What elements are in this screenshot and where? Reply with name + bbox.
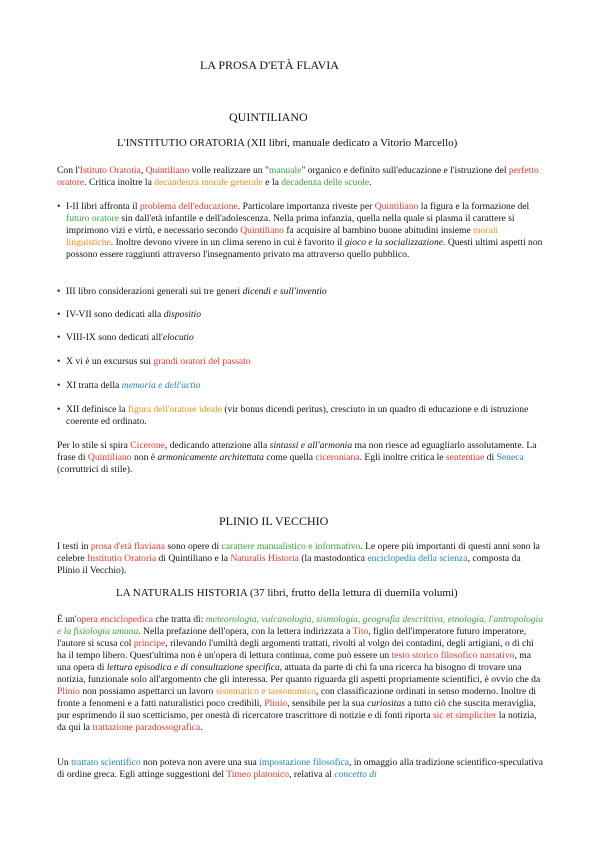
text-run: (corruttrici di stile).: [57, 464, 133, 475]
text-run: sintassi e all'armonia: [269, 440, 353, 451]
text-run: Con l': [57, 165, 80, 176]
text-run: , figlio dell'imperatore futuro imperatore, l'autore si scusa col: [57, 626, 527, 649]
text-run: dicendi e sull'inventio: [242, 286, 327, 297]
bullet-dot: •: [57, 309, 61, 320]
text-run: dispositio: [163, 309, 202, 320]
text-run: elocutio: [162, 332, 194, 343]
text-run: (vir bonus dicendi peritus), cresciuto in un quadro di educazione e di istruzione coerente ed ordinato.: [66, 404, 529, 427]
highlighted-text: problema dell'educazione: [139, 201, 238, 212]
text-run: .: [200, 722, 203, 733]
text-run: III libro considerazioni generali sui tre generi: [66, 286, 243, 297]
text-run: Un: [57, 757, 72, 768]
text-run: , rilevando l'umiltà degli argomenti trattati, rivolti al volgo dei contadini, degli artigiani, o di chi ha il tempo libero. Quest'ultima non è un'opera di lettura continua, come può essere un: [57, 638, 534, 661]
text-run: , relativa al: [289, 769, 335, 780]
text-run: XII definisce la: [66, 404, 129, 415]
text-run: , composta da Plinio il Vecchio).: [57, 553, 521, 576]
highlighted-text: principe: [133, 638, 166, 649]
text-run: IV-VII sono dedicati alla: [66, 309, 164, 320]
text-run: ,: [140, 165, 146, 176]
highlighted-text: Quintiliano: [374, 201, 419, 212]
highlighted-text: meteorologia, vulcanologia, sismologia, geografia descrittiva, etnologia, l'antropologia e la fisiologia umana: [57, 614, 544, 637]
highlighted-text: Quintiliano: [240, 225, 284, 236]
text-run: " organico e definito sull'educazione e l'istruzione del: [301, 165, 509, 176]
highlighted-text: enciclopedia della scienza: [367, 553, 468, 564]
bullet-text: [66, 332, 545, 344]
bullet-dot: •: [57, 201, 61, 212]
text-run: come quella: [263, 452, 316, 463]
text-run: , dedicando attenzione alla: [164, 440, 270, 451]
highlighted-text: Plinio: [57, 686, 80, 697]
text-run: , sensibile per la sua: [287, 698, 368, 709]
text-run: gioco e la socializzazione: [344, 237, 444, 248]
text-run: . Le opere più importanti di questi anni sono la celebre: [57, 541, 540, 564]
document-title: LA PROSA D'ETÀ FLAVIA: [200, 58, 339, 72]
highlighted-text: Quintiliano: [145, 165, 190, 176]
highlighted-text: Naturalis Historia: [230, 553, 299, 564]
bullet-text: [66, 309, 545, 321]
highlighted-text: figura dell'oratore ideale: [128, 404, 222, 415]
highlighted-text: Seneca: [496, 452, 524, 463]
highlighted-text: carattere manualistico e informativo: [221, 541, 361, 552]
highlighted-text: sistematico e tassonomico: [215, 686, 317, 697]
paragraph-naturalis-historia: [57, 614, 545, 734]
paragraph-plinio-closing: [57, 757, 545, 781]
highlighted-text: testo storico filosofico narrativo: [391, 650, 515, 661]
highlighted-text: perfetto oratore: [57, 165, 539, 188]
text-run: I testi in: [57, 541, 91, 552]
highlighted-text: trattazione paradossografica: [92, 722, 201, 733]
text-run: di Quintiliano e la: [156, 553, 231, 564]
highlighted-text: decandenza morale generale: [154, 177, 263, 188]
text-run: VIII-IX sono dedicati all': [66, 332, 163, 343]
text-run: I-II libri affronta il: [66, 201, 140, 212]
bullet-dot: •: [57, 404, 61, 415]
paragraph-quintiliano-style: [57, 440, 545, 476]
paragraph-plinio-intro: [57, 541, 545, 577]
bullet-text: [66, 286, 545, 298]
text-run: . Critica inoltre la: [84, 177, 155, 188]
text-run: (la mastodontica: [298, 553, 368, 564]
text-run: armonicamente architettata: [157, 452, 264, 463]
highlighted-text: Cicerone: [130, 440, 165, 451]
section-heading-quintiliano: QUINTILIANO: [229, 110, 308, 124]
highlighted-text: ciceroniana: [315, 452, 360, 463]
paragraph-quintiliano-intro: [57, 165, 545, 189]
text-run: X vi è un excursus sui: [66, 356, 154, 367]
highlighted-text: opera enciclopedica: [76, 614, 154, 625]
text-run: sin dall'età infantile e dell'adolescenza. Nella prima infanzia, quella nella quale si plasma il carattere si imprimono vizi e virtù, e necessario secondo: [66, 213, 515, 236]
highlighted-text: morali linguistiche: [66, 225, 499, 248]
highlighted-text: grandi oratori del passato: [153, 356, 251, 367]
highlighted-text: prosa d'età flaviana: [90, 541, 166, 552]
subheading-institutio: L'INSTITUTIO ORATORIA (XII libri, manuale dedicato a Vitorio Marcello): [117, 137, 458, 149]
bullet-dot: •: [57, 380, 61, 391]
text-run: fa acquisire al bambino buone abitudini insieme: [283, 225, 474, 236]
text-run: XI tratta della: [66, 380, 122, 391]
highlighted-text: memoria e dell'actio: [121, 380, 201, 391]
text-run: , attuata da parte di chi fa una ricerca ha bisogno di trovare una notizia, funzionale solo all'argomento che gli interessa. Per quanto riguarda gli aspetti propriamente scientifici, è ovvio che da: [57, 662, 541, 685]
highlighted-text: futuro oratore: [66, 213, 120, 224]
text-run: che tratta di:: [153, 614, 206, 625]
text-run: non poteva non avere una sua: [140, 757, 260, 768]
highlighted-text: Quintiliano: [87, 452, 132, 463]
highlighted-text: decadenza delle scuole: [281, 177, 370, 188]
text-run: di: [484, 452, 497, 463]
bullet-dot: •: [57, 286, 61, 297]
bullet-dot: •: [57, 332, 61, 343]
text-run: non possiamo aspettarci un lavoro: [79, 686, 216, 697]
bullet-text: [66, 380, 545, 392]
text-run: a tutto ciò che suscita meraviglia, pur esprimendo il suo scetticismo, per onestà di ricercatore trascrittore di notizie e di fonti riporta: [57, 698, 536, 721]
text-run: ma non riesce ad eguagliarlo assolutamente. La frase di: [57, 440, 537, 463]
bullet-text: [66, 201, 545, 261]
text-run: , ma una opera di: [57, 650, 531, 673]
highlighted-text: concetto di: [334, 769, 377, 780]
section-heading-plinio: PLINIO IL VECCHIO: [219, 514, 329, 528]
text-run: la figura e la formazione del: [418, 201, 530, 212]
highlighted-text: Plinio: [264, 698, 288, 709]
text-run: e la: [262, 177, 282, 188]
text-run: la notizia, da qui la: [57, 710, 537, 733]
text-run: È un': [57, 614, 77, 625]
highlighted-text: trattato scientifico: [71, 757, 141, 768]
text-run: . Questi ultimi aspetti non possono essere raggiunti attraverso l'insegnamento privato ma attraverso quello pubblico.: [66, 237, 543, 260]
highlighted-text: Institutio Oratoria: [87, 553, 157, 564]
text-run: . Nella prefazione dell'opera, con la lettera indirizzata a: [138, 626, 353, 637]
highlighted-text: manuale: [268, 165, 302, 176]
text-run: , in omaggio alla tradizione scientifico-speculativa di ordine greca. Egli attinge suggestioni del: [57, 757, 543, 780]
text-run: . Egli inoltre critica le: [359, 452, 446, 463]
highlighted-text: impostazione filosofica: [259, 757, 350, 768]
highlighted-text: Istituto Oratotia: [79, 165, 141, 176]
text-run: lettura episodica e di consultazione specifica: [106, 662, 280, 673]
text-run: sono opere di: [165, 541, 222, 552]
text-run: . Inoltre devono vivere in un clima sereno in cui è favorito il: [110, 237, 345, 248]
bullet-text: [66, 404, 545, 428]
text-run: non è: [131, 452, 158, 463]
highlighted-text: Timeo platonico: [226, 769, 290, 780]
text-run: Per lo stile si spira: [57, 440, 131, 451]
highlighted-text: sic et simpliciter: [432, 710, 497, 721]
text-run: volle realizzare un ": [189, 165, 269, 176]
highlighted-text: sententiae: [445, 452, 485, 463]
subheading-naturalis-historia: LA NATURALIS HISTORIA (37 libri, frutto della lettura di duemila volumi): [116, 587, 458, 599]
bullet-text: [66, 356, 545, 368]
text-run: . Particolare importanza riveste per: [237, 201, 375, 212]
text-run: .: [369, 177, 372, 188]
highlighted-text: Tito: [352, 626, 369, 637]
text-run: , con classificazione ordinati in senso moderno. Inoltre di fronte a fenomeni e a fatti naturalistici poco credibili,: [57, 686, 537, 709]
text-run: curiositas: [367, 698, 405, 709]
bullet-dot: •: [57, 356, 61, 367]
